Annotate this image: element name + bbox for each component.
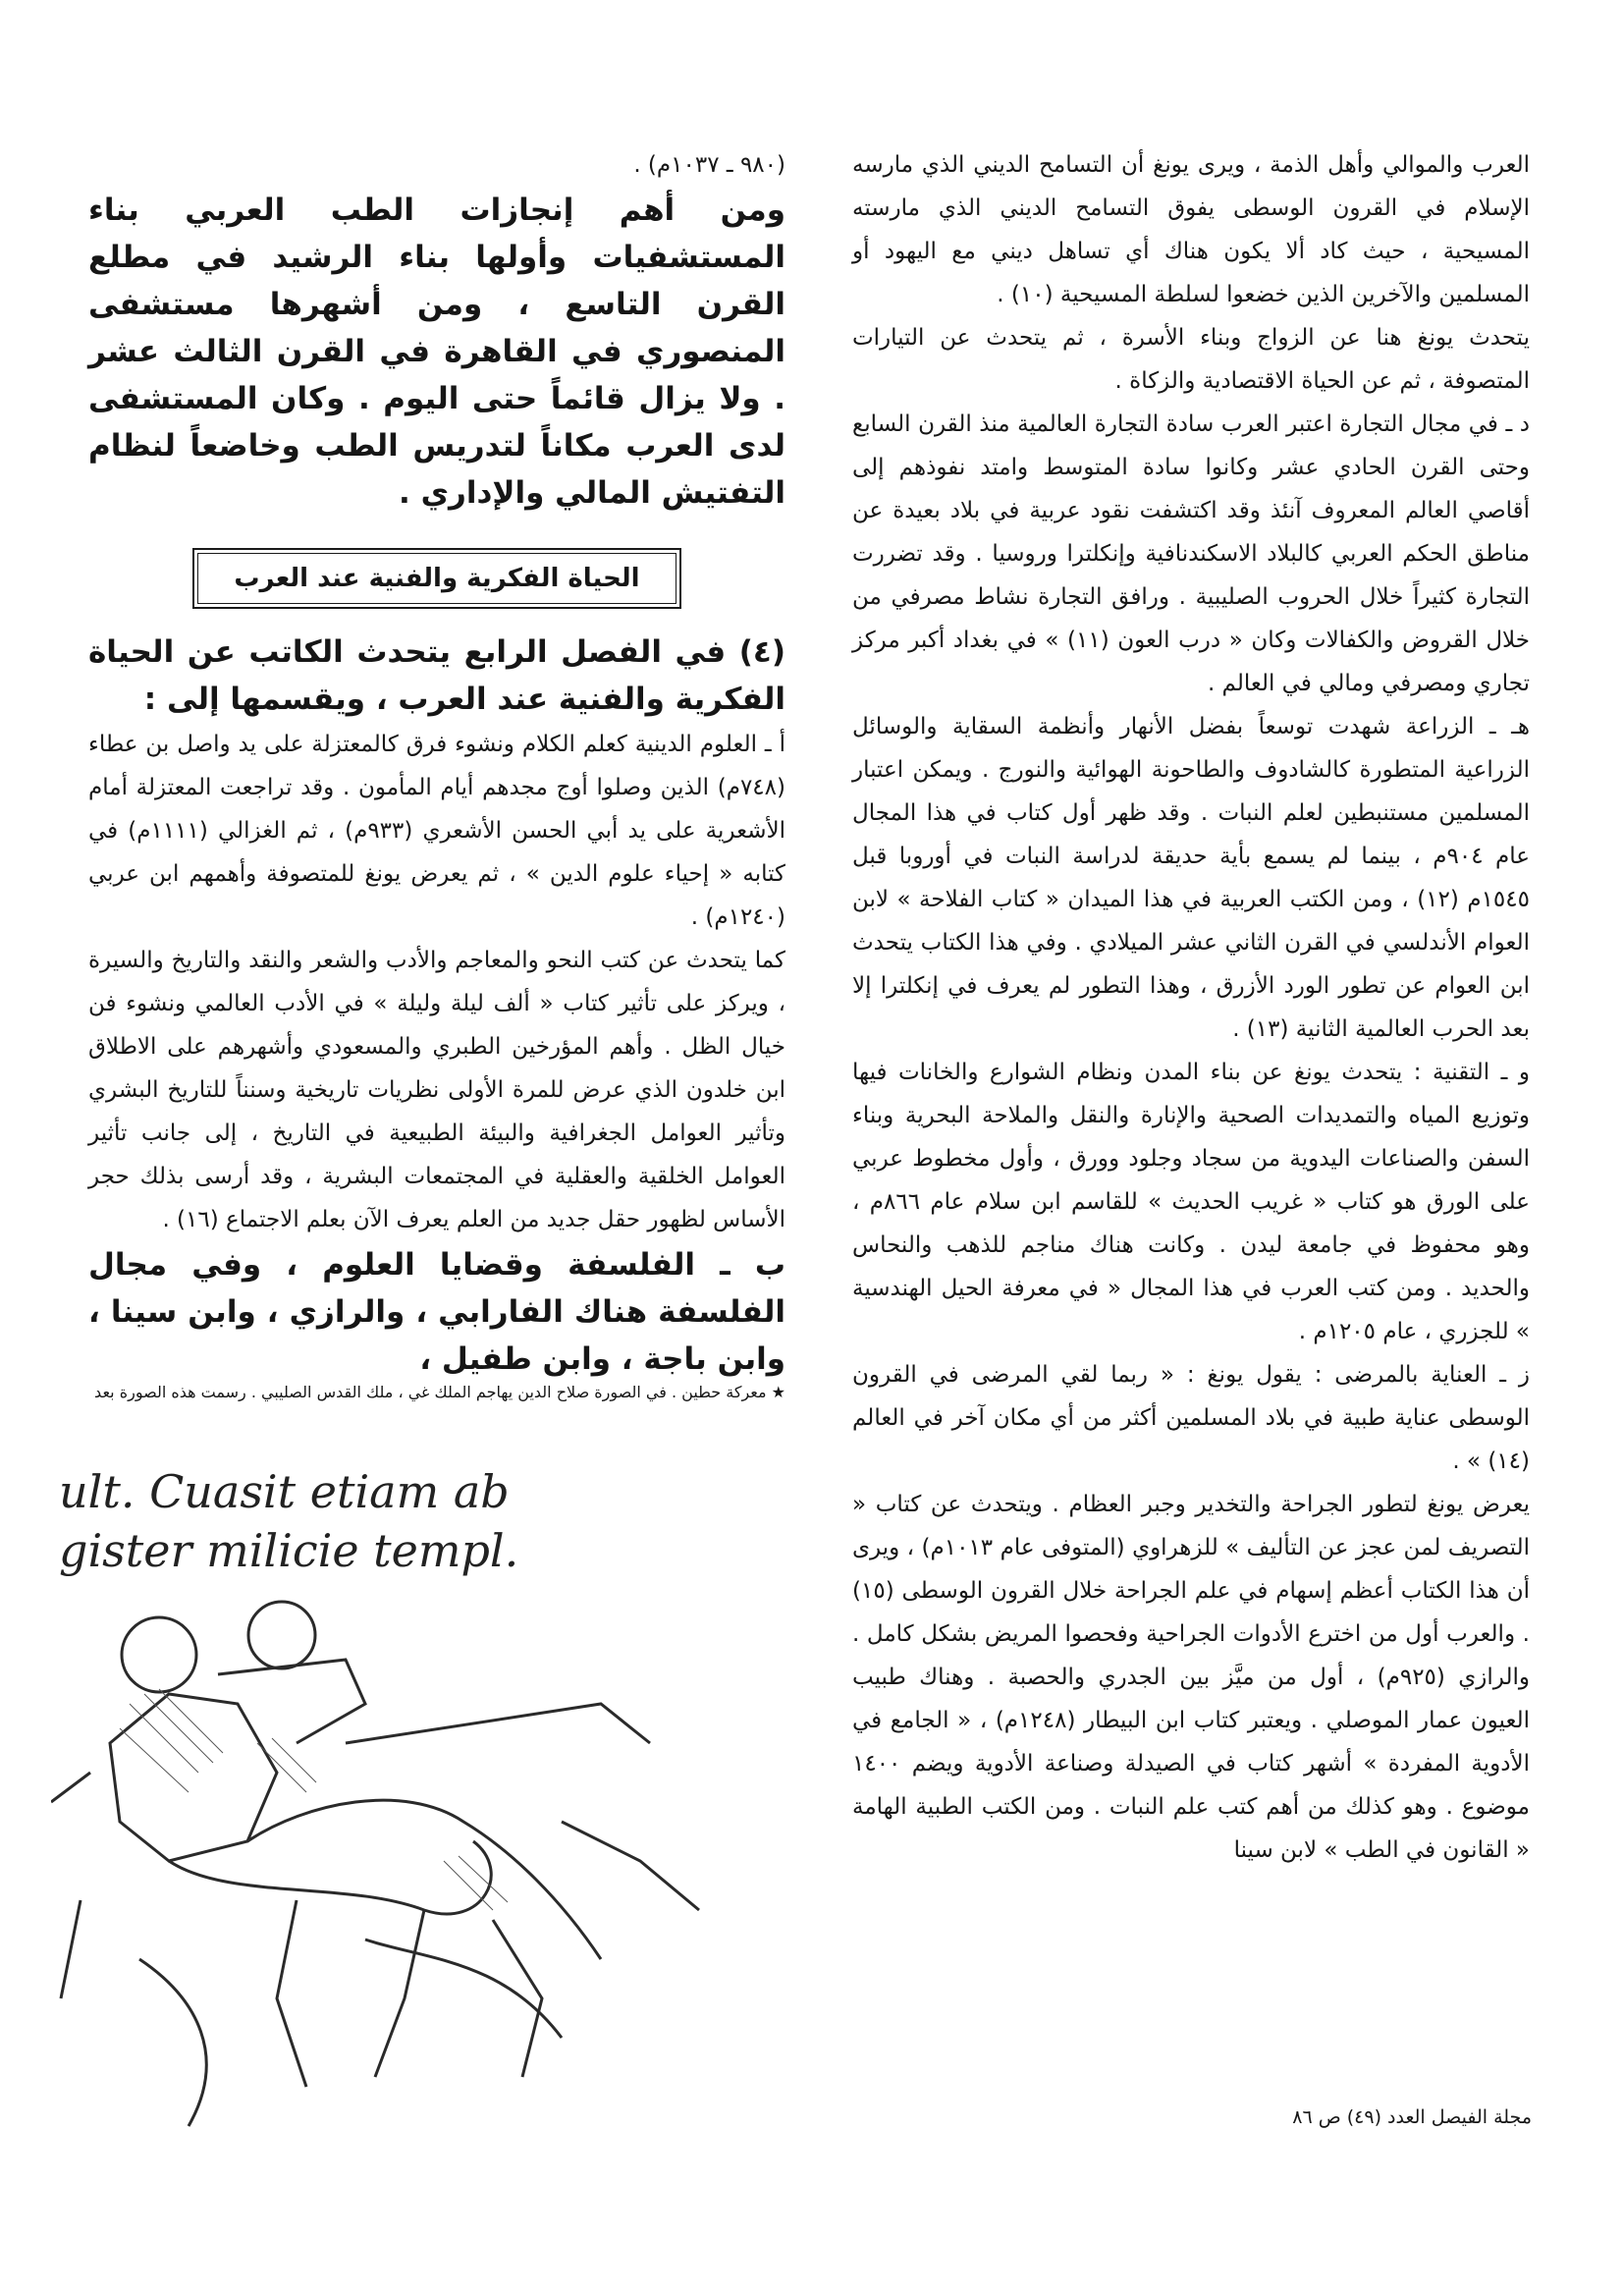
paragraph-religious-sciences: أ ـ العلوم الدينية كعلم الكلام ونشوء فرق كالمعتزلة على يد واصل بن عطاء (٧٤٨م) الذين وصلوا أوج مجدهم أيام المأمون . وقد تراجعت المعتزلة أمام الأشعرية على يد أبي الحسن الأشعري (٩٣٣م) ، ثم الغزالي (١١١١م) في كتابه « إحياء علوم الدين » ، ثم يعرض يونغ للمتصوفة وأهمهم ابن عربي (١٢٤٠م) . xyxy=(88,732,785,930)
manuscript-line-2: gister milicie templ. xyxy=(59,1524,519,1577)
page-footer: مجلة الفيصل العدد (٤٩) ص ٨٦ xyxy=(1292,2106,1532,2128)
illustration-caption: ★ معركة حطين . في الصورة صلاح الدين يهاجم الملك غي ، ملك القدس الصليبي . رسمت هذه الصورة بعد xyxy=(94,1383,785,1401)
paragraph-trade: د ـ في مجال التجارة اعتبر العرب سادة التجارة العالمية منذ القرن السابع وحتى القرن الحادي عشر وكانوا سادة المتوسط وامتد نفوذهم إلى أقاصي العالم المعروف آنئذ وقد اكتشفت نقود عربية في بلاد بعيدة عن مناطق الحكم العربي كالبلاد الاسكندنافية وإنكلترا وروسيا . وقد تضررت التجارة كثيراً خلال الحروب الصليبية . ورافق التجارة نشاط مصرفي من خلال القروض والكفالات وكان « درب العون (١١) » في بغداد أكبر مركز تجاري ومصرفي ومالي في العالم . xyxy=(852,411,1530,696)
paragraph-dates: (٩٨٠ ـ ١٠٣٧م) . xyxy=(633,152,785,178)
paragraph-technology: و ـ التقنية : يتحدث يونغ عن بناء المدن ونظام الشوارع والخانات فيها وتوزيع المياه والتمديدات الصحية والإنارة والنقل والملاحة البحرية وبناء السفن والصناعات اليدوية من سجاد وجلود وورق ، وأول مخطوط عربي على الورق هو كتاب « غريب الحديث » للقاسم ابن سلام عام ٨٦٦م ، وهو محفوظ في جامعة ليدن . وكانت هناك مناجم للذهب والنحاس والحديد . ومن كتب العرب في هذا المجال « في معرفة الحيل الهندسية » للجزري ، عام ١٢٠٥م . xyxy=(852,1060,1530,1344)
paragraph-literature-history: كما يتحدث عن كتب النحو والمعاجم والأدب والشعر والنقد والتاريخ والسيرة ، ويركز على تأثير كتاب « ألف ليلة وليلة » في الأدب العالمي ونشوء فن خيال الظل . وأهم المؤرخين الطبري والمسعودي وأشهرهم على الاطلاق ابن خلدون الذي عرض للمرة الأولى نظريات تاريخية وسنناً للتاريخ البشري وتأثير العوامل الجغرافية والبيئة الطبيعية في التاريخ ، إلى جانب تأثير العوامل الخلقية والعقلية في المجتمعات البشرية ، وقد أرسى بذلك حجر الأساس لظهور حقل جديد من العلم يعرف الآن بعلم الاجتماع (١٦) . xyxy=(88,948,785,1232)
paragraph-tolerance: العرب والموالي وأهل الذمة ، ويرى يونغ أن التسامح الديني الذي مارسه الإسلام في القرون الوسطى يفوق التسامح الديني الذي مارسته المسيحية ، حيث كاد ألا يكون هناك أي تساهل ديني مع اليهود أو المسلمين والآخرين الذين خضعوا لسلطة المسيحية (١٠) . xyxy=(852,152,1530,307)
left-column xyxy=(88,143,785,1383)
paragraph-surgery: يعرض يونغ لتطور الجراحة والتخدير وجبر العظام . ويتحدث عن كتاب « التصريف لمن عجز عن التأليف » للزهراوي (المتوفى عام ١٠١٣م) ، ويرى أن هذا الكتاب أعظم إسهام في علم الجراحة خلال القرون الوسطى (١٥) . والعرب أول من اخترع الأدوات الجراحية وفحصوا المريض بشكل كامل . والرازي (٩٢٥م) ، أول من ميَّز بين الجدري والحصبة . وهناك طبيب العيون عمار الموصلي . ويعتبر كتاب ابن البيطار (١٢٤٨م) ، « الجامع في الأدوية المفردة » أشهر كتاب في الصيدلة وصناعة الأدوية ويضم ١٤٠٠ موضوع . وهو كذلك من أهم كتب علم النبات . ومن الكتب الطبية الهامة « القانون في الطب » لابن سينا xyxy=(852,1492,1530,1863)
section-heading-box xyxy=(192,548,681,609)
paragraph-chapter-four: (٤) في الفصل الرابع يتحدث الكاتب عن الحياة الفكرية والفنية عند العرب ، ويقسمها إلى : xyxy=(88,634,785,717)
battle-illustration xyxy=(51,1449,738,2136)
right-column xyxy=(852,143,1530,1872)
manuscript-line-1: ult. Cuasit etiam ab xyxy=(59,1465,510,1518)
paragraph-marriage: يتحدث يونغ هنا عن الزواج وبناء الأسرة ، ثم يتحدث عن التيارات المتصوفة ، ثم عن الحياة الاقتصادية والزكاة . xyxy=(852,325,1530,394)
paragraph-patient-care: ز ـ العناية بالمرضى : يقول يونغ : « ربما لقي المرضى في القرون الوسطى عناية طبية في بلاد المسلمين أكثر من أي مكان آخر في العالم (١٤) » . xyxy=(852,1362,1530,1474)
paragraph-philosophy: ب ـ الفلسفة وقضايا العلوم ، وفي مجال الفلسفة هناك الفارابي ، والرازي ، وابن سينا ، وابن باجة ، وابن طفيل ، xyxy=(88,1247,785,1377)
section-heading: الحياة الفكرية والفنية عند العرب xyxy=(197,553,676,604)
paragraph-agriculture: هـ ـ الزراعة شهدت توسعاً بفضل الأنهار وأنظمة السقاية والوسائل الزراعية المتطورة كالشادوف والطاحونة الهوائية والنورج . ويمكن اعتبار المسلمين مستنبطين لعلم النبات . وقد ظهر أول كتاب في هذا المجال عام ٩٠٤م ، بينما لم يسمع بأية حديقة لدراسة النبات في أوروبا قبل ١٥٤٥م (١٢) ، ومن الكتب العربية في هذا الميدان « كتاب الفلاحة » لابن العوام الأندلسي في القرن الثاني عشر الميلادي . وفي هذا الكتاب يتحدث ابن العوام عن تطور الورد الأزرق ، وهذا التطور لم يعرف في إنكلترا إلا بعد الحرب العالمية الثانية (١٣) . xyxy=(852,714,1530,1042)
paragraph-hospitals: ومن أهم إنجازات الطب العربي بناء المستشفيات وأولها بناء الرشيد في مطلع القرن التاسع ، ومن أشهرها مستشفى المنصوري في القاهرة في القرن الثالث عشر . ولا يزال قائماً حتى اليوم . وكان المستشفى لدى العرب مكاناً لتدريس الطب وخاضعاً لنظام التفتيش المالي والإداري . xyxy=(88,192,785,511)
